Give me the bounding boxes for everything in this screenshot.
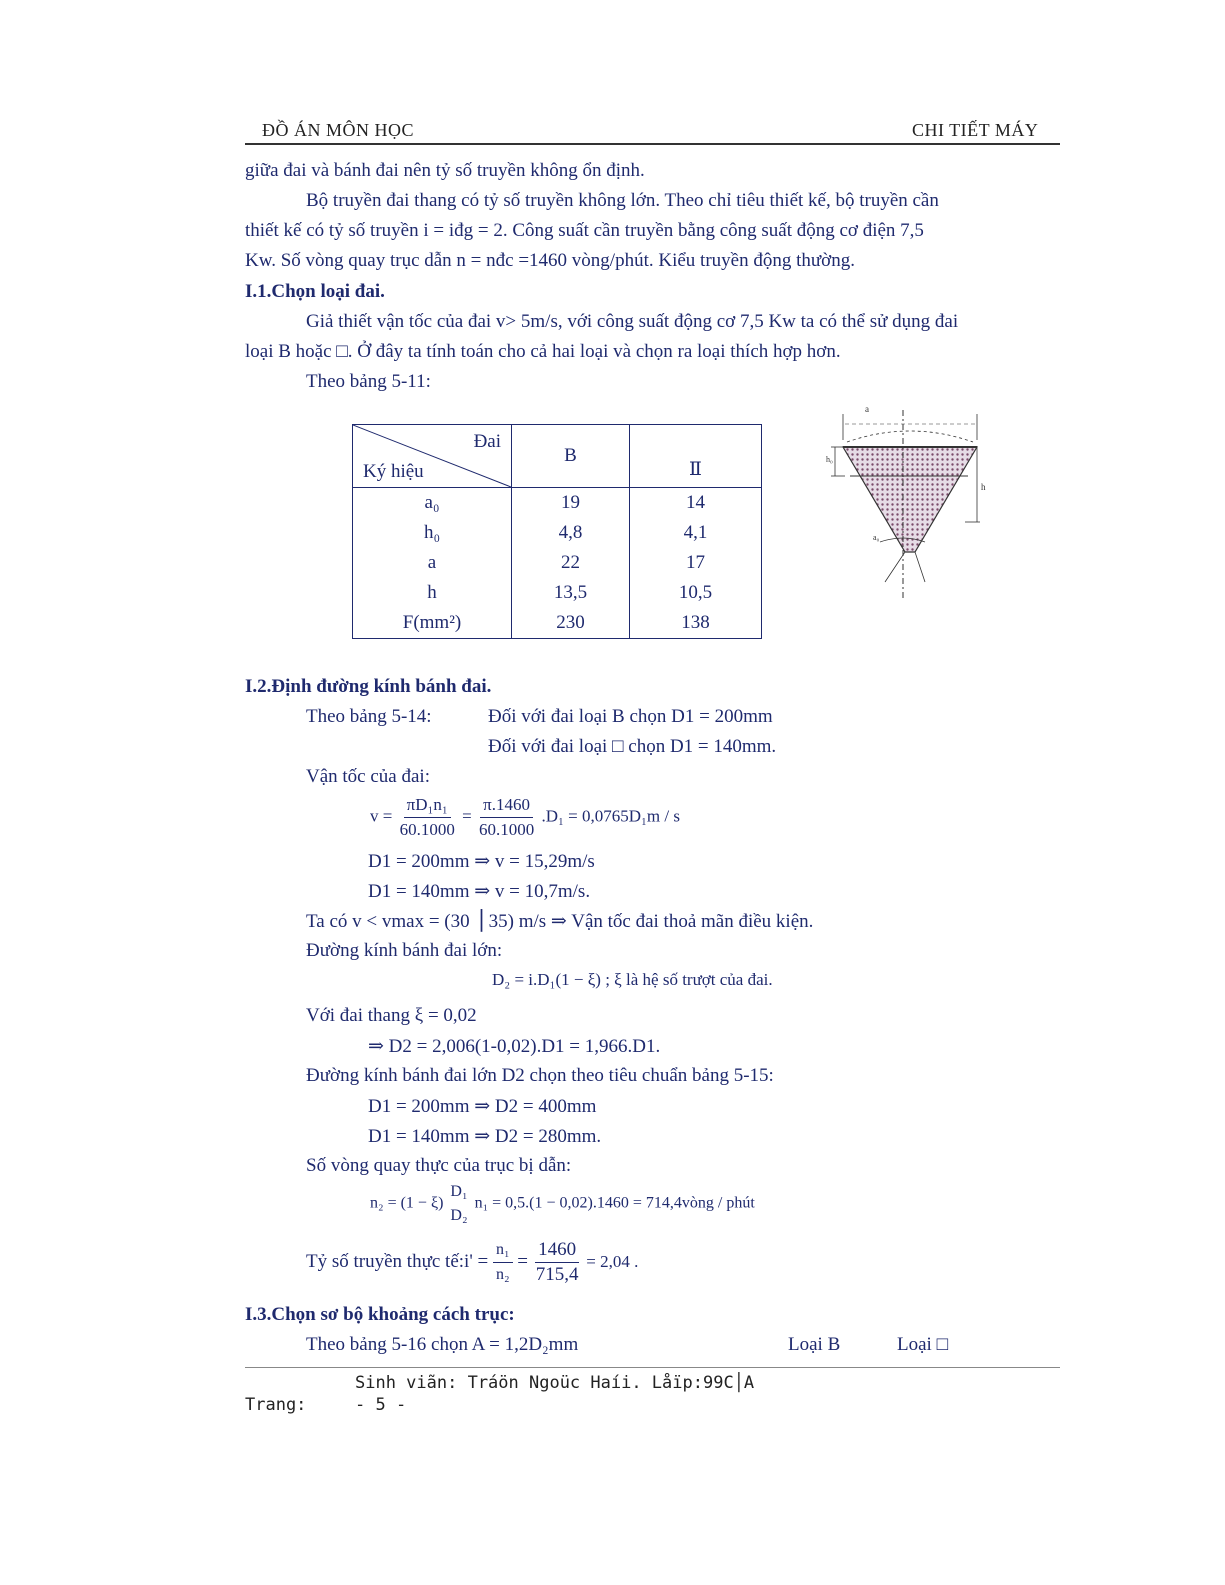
table-corner-cell [353,425,512,488]
table-cell: 14 [630,488,762,519]
d1-200-result: D1 = 200mm ⇒ v = 15,29m/s [368,851,595,872]
s12-speed-title: Vận tốc của đai: [306,766,430,787]
velocity-equation [370,793,680,842]
eq-v-den1: 60.1000 [399,820,455,839]
s11-paragraph-line1: Giả thiết vận tốc của đai v> 5m/s, với công suất động cơ 7,5 Kw ta có thể sử dụng đai [306,311,959,332]
intro-line: giữa đai và bánh đai nên tỷ số truyền không ổn định. [245,160,645,181]
n2-equation [370,1180,755,1228]
s12-table-ref: Theo bảng 5-14: [306,706,432,727]
ratio-num1: n₁ [493,1238,513,1263]
d2-standard-title: Đường kính bánh đai lớn D2 chọn theo tiêu chuẩn bảng 5-15: [306,1065,774,1086]
s11-paragraph-line2: loại B hoặc □. Ở đây ta tính toán cho cả hai loại và chọn ra loại thích hợp hơn. [245,341,841,362]
table-header-row [353,425,762,488]
ratio-eq: = [517,1250,529,1272]
header-rule [245,143,1060,145]
s12-choice-other: Đối với đai loại □ chọn D1 = 140mm. [488,736,777,757]
footer-page-number: - 5 - [355,1395,407,1415]
s13-type-other: Loại □ [897,1334,949,1355]
table-cell: 10,5 [630,578,762,608]
diagram-label-a: a [865,404,869,414]
footer-rule [245,1367,1060,1368]
table-row [353,518,762,548]
table-col-header-other: Ⅱ [630,425,762,488]
intro-para2-line2: thiết kế có tỷ số truyền i = iđg = 2. Công suất cần truyền bằng công suất động cơ điện 7,5 [245,220,924,241]
table-cell-label: a₀ [353,488,512,519]
d2-equation: D₂ = i.D₁(1 − ξ) ; ξ là hệ số trượt của đai. [492,970,773,989]
d1-d2-pair-1: D1 = 200mm ⇒ D2 = 400mm [368,1096,597,1117]
diagram-label-h: h [981,482,986,492]
eq-v-fraction-1 [397,793,458,842]
d1-d2-pair-2: D1 = 140mm ⇒ D2 = 280mm. [368,1126,602,1147]
eq-v-eq: = [462,806,472,826]
large-pulley-title: Đường kính bánh đai lớn: [306,940,503,961]
table-cell-label: a [353,548,512,578]
table-cell: 230 [512,608,630,639]
vmax-condition: Ta có v < vmax = (30 ⎪35) m/s ⇒ Vận tốc đai thoả mãn điều kiện. [306,911,814,932]
belt-cross-section-diagram [825,402,990,607]
belt-parameter-table [352,424,762,639]
eq-v-lhs: v = [370,806,393,826]
eq-n2-rhs: n₁ = 0,5.(1 − 0,02).1460 = 714,4vòng / phút [474,1194,755,1212]
ratio-den1: n₂ [495,1266,510,1283]
s12-choice-b: Đối với đai loại B chọn D1 = 200mm [488,706,773,727]
eq-n2-den: D₂ [450,1207,468,1224]
d2-calculation: ⇒ D2 = 2,006(1-0,02).D1 = 1,966.D1. [368,1036,661,1057]
s11-table-ref: Theo bảng 5-11: [306,371,431,392]
table-cell: 4,1 [630,518,762,548]
table-row [353,488,762,519]
section-heading-1-2: I.2.Định đường kính bánh đai. [245,676,492,697]
table-col-header-b: B [512,425,630,488]
eq-n2-fraction [447,1180,470,1228]
table-row [353,608,762,639]
section-heading-1-1: I.1.Chọn loại đai. [245,281,385,302]
table-corner-top: Đai [473,431,501,452]
footer-page-label: Trang: [245,1395,307,1415]
diagram-label-h0: h₀ [826,455,833,464]
ratio-fraction-1 [493,1238,513,1287]
eq-v-num1: πD₁n₁ [404,793,451,818]
header-left: ĐỒ ÁN MÔN HỌC [262,120,415,140]
n2-title: Số vòng quay thực của trục bị dẫn: [306,1155,572,1176]
eq-v-den2: 60.1000 [478,820,535,839]
eq-n2-lhs: n₂ = (1 − ξ) [370,1194,444,1212]
ratio-equation [306,1238,638,1287]
table-cell: 17 [630,548,762,578]
intro-para2-line1: Bộ truyền đai thang có tỷ số truyền không lớn. Theo chỉ tiêu thiết kế, bộ truyền cần [306,190,939,211]
table-row [353,578,762,608]
s13-line: Theo bảng 5-16 chọn A = 1,2D₂mm [306,1334,579,1355]
table-cell: 22 [512,548,630,578]
eq-v-num2: π.1460 [480,793,533,818]
table-cell-label: h₀ [353,518,512,548]
section-heading-1-3: I.3.Chọn sơ bộ khoảng cách trục: [245,1304,515,1325]
ratio-lhs: Tỷ số truyền thực tế:i' = [306,1250,489,1272]
header-right: CHI TIẾT MÁY [912,120,1039,140]
table-corner-bottom: Ký hiệu [363,461,424,482]
table-cell: 4,8 [512,518,630,548]
ratio-rhs: = 2,04 . [586,1251,639,1271]
table-cell-label: h [353,578,512,608]
table-cell-label: F(mm²) [353,608,512,639]
footer-student: Sinh viãn: Tráön Ngoüc Haíi. Låïp:99C│A [355,1373,755,1393]
table-cell: 13,5 [512,578,630,608]
eq-n2-num: D₁ [450,1183,468,1200]
table-cell: 19 [512,488,630,519]
s13-type-b: Loại B [788,1334,841,1355]
diagram-label-a0: a₀ [873,533,880,542]
intro-para2-line3: Kw. Số vòng quay trục dẫn n = nđc =1460 vòng/phút. Kiểu truyền động thường. [245,250,855,271]
eq-v-fraction-2 [476,793,537,842]
eq-v-rhs: .D₁ = 0,0765D₁m / s [541,806,680,826]
belt-trapezoid [843,447,977,552]
table-row [353,548,762,578]
d1-140-result: D1 = 140mm ⇒ v = 10,7m/s. [368,881,591,902]
ratio-num2: 1460 [535,1238,579,1263]
ratio-den2: 715,4 [535,1264,579,1285]
table-cell: 138 [630,608,762,639]
ratio-fraction-2 [533,1238,582,1287]
xi-value: Với đai thang ξ = 0,02 [306,1005,477,1026]
